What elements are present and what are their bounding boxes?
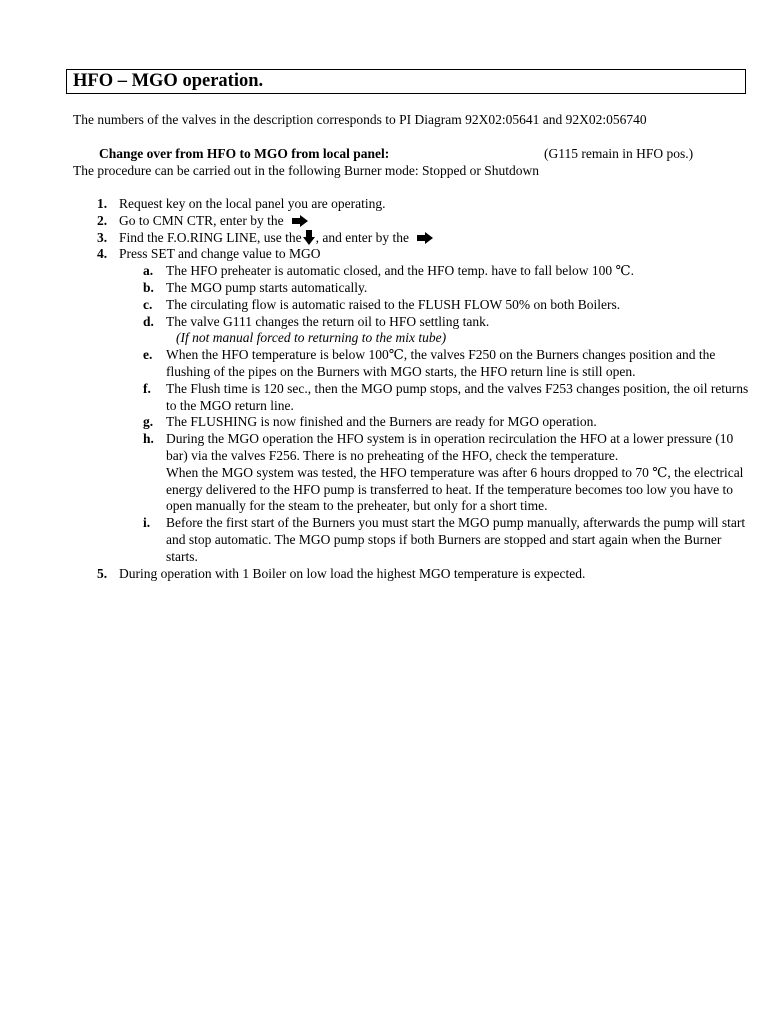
intro-paragraph: The numbers of the valves in the description corresponds to PI Diagram 92X02:05641 and 92X02:056740 <box>73 112 647 127</box>
substep-letter: f. <box>143 380 151 396</box>
procedure-line: The procedure can be carried out in the following Burner mode: Stopped or Shutdown <box>73 163 540 178</box>
step-text: Press SET and change value to MGO <box>119 246 321 262</box>
substep-letter: c. <box>143 296 153 312</box>
substep-item <box>119 515 753 565</box>
substep-item <box>119 431 753 515</box>
substep-letter: i. <box>143 515 151 531</box>
step-number: 4. <box>97 246 108 262</box>
substep-text: The FLUSHING is now finished and the Burners are ready for MGO operation. <box>166 414 597 430</box>
substep-note: (If not manual forced to returning to the mix tube) <box>176 330 447 346</box>
step-item <box>73 230 753 247</box>
substep-text: The valve G111 changes the return oil to HFO settling tank. <box>166 313 490 329</box>
substep-text: During the MGO operation the HFO system is in operation recirculation the HFO at a lower pressure (10 bar) via the valves F256. There is no preheating of the HFO, check the temperature. <box>166 431 734 463</box>
substep-text: The circulating flow is automatic raised to the FLUSH FLOW 50% on both Boilers. <box>166 296 621 312</box>
arrow-right-icon <box>417 232 433 244</box>
substeps-list <box>119 263 753 565</box>
step-number: 2. <box>97 212 108 228</box>
step-number: 3. <box>97 229 108 245</box>
step-item <box>73 566 753 583</box>
step-text: Go to CMN CTR, enter by the <box>119 212 284 228</box>
substep-item <box>119 381 753 415</box>
arrow-right-icon <box>292 215 308 227</box>
substep-text: Before the first start of the Burners you must start the MGO pump manually, afterwards the pump will start and stop automatic. The MGO pump stops if both Burners are stopped and start again when the Burner starts. <box>166 515 746 564</box>
substep-letter: e. <box>143 347 153 363</box>
substep-item <box>119 280 753 297</box>
step-item <box>73 196 753 213</box>
changeover-note: (G115 remain in HFO pos.) <box>544 146 694 161</box>
substep-letter: g. <box>143 414 154 430</box>
substep-item <box>119 263 753 280</box>
arrow-down-icon <box>303 230 315 245</box>
substep-item <box>119 314 753 348</box>
substep-letter: h. <box>143 431 154 447</box>
substep-letter: a. <box>143 263 154 279</box>
steps-list <box>73 196 753 582</box>
substep-item <box>119 347 753 381</box>
substep-item <box>119 297 753 314</box>
changeover-heading: Change over from HFO to MGO from local panel: <box>99 146 390 161</box>
substep-item <box>119 414 753 431</box>
substep-text: The HFO preheater is automatic closed, and the HFO temp. have to fall below 100 ℃. <box>166 263 634 279</box>
substep-text: When the HFO temperature is below 100℃, the valves F250 on the Burners changes position and the flushing of the pipes on the Burners with MGO starts, the HFO return line is still open. <box>166 347 716 379</box>
substep-letter: b. <box>143 279 154 295</box>
step-text: , and enter by the <box>315 229 409 245</box>
step-text: Find the F.O.RING LINE, use the <box>119 229 302 245</box>
step-number: 5. <box>97 565 108 581</box>
step-text: Request key on the local panel you are operating. <box>119 196 386 211</box>
substep-letter: d. <box>143 313 154 329</box>
step-text: During operation with 1 Boiler on low load the highest MGO temperature is expected. <box>119 565 586 581</box>
step-item <box>73 213 753 230</box>
step-item <box>73 246 753 565</box>
substep-text: The MGO pump starts automatically. <box>166 279 368 295</box>
document-title: HFO – MGO operation. <box>66 69 746 94</box>
substep-text: The Flush time is 120 sec., then the MGO pump stops, and the valves F253 changes position, the oil returns to the MGO return line. <box>166 380 749 413</box>
substep-extra: When the MGO system was tested, the HFO temperature was after 6 hours dropped to 70 ℃, the electrical energy delivered to the HFO pump is transferred to heat. If the temperature becomes too low you have to open manually for the steam to the preheater, but only for a short time. <box>166 464 744 514</box>
step-number: 1. <box>97 196 108 211</box>
